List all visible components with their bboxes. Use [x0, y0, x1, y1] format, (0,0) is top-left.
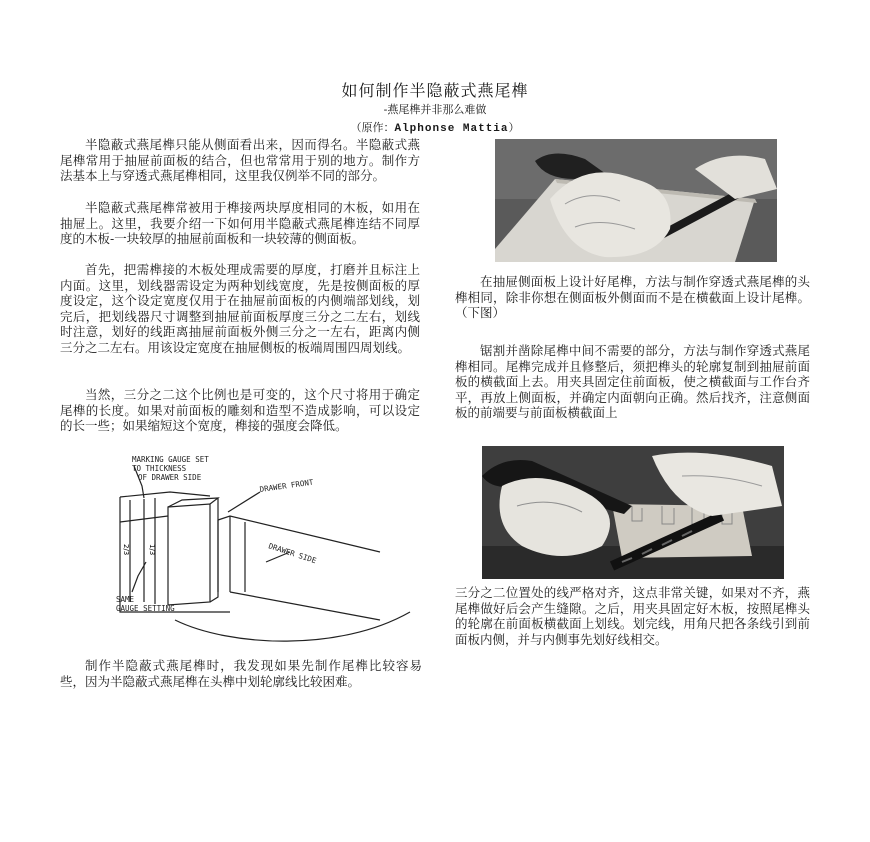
diagram-label-marking-gauge-2: TO THICKNESS — [132, 464, 187, 473]
drawer-joint-diagram — [110, 452, 430, 652]
diagram-label-same-gauge-2: GAUGE SETTING — [116, 604, 175, 613]
diagram-fraction-a: 2/3 — [122, 544, 130, 556]
diagram-label-marking-gauge-3: OF DRAWER SIDE — [138, 473, 202, 482]
left-paragraph-4: 当然，三分之二这个比例也是可变的，这个尺寸将用于确定尾榫的长度。如果对前面板的雕刻和造型不造成影响，可以设定的长一些；如果缩短这个宽度，榫接的强度会降低。 — [60, 387, 420, 434]
photo-transfer-tails — [482, 446, 784, 579]
diagram-label-same-gauge-1: SAME — [116, 595, 135, 604]
byline-suffix: ） — [508, 121, 520, 134]
left-paragraph-5: 制作半隐蔽式燕尾榫时，我发现如果先制作尾榫比较容易些，因为半隐蔽式燕尾榫在头榫中划轮廓线比较困难。 — [60, 658, 422, 689]
left-paragraph-2: 半隐蔽式燕尾榫常被用于榫接两块厚度相同的木板，如用在抽屉上。这里，我要介绍一下如何用半隐蔽式燕尾榫连结不同厚度的木板-一块较厚的抽屉前面板和一块较薄的侧面板。 — [60, 200, 420, 247]
right-paragraph-2: 三分之二位置处的线严格对齐，这点非常关键，如果对不齐，燕尾榫做好后会产生缝隙。之后，用夹具固定好木板，按照尾榫头的轮廓在前面板横截面上划线。划完线，用角尺把各条线引到前面板内侧，并与内侧事先划好线相交。 — [455, 585, 810, 647]
photo-caption-1: 在抽屉侧面板上设计好尾榫，方法与制作穿透式燕尾榫的头榫相同，除非你想在侧面板外侧面而不是在横截面上设计尾榫。（下图） — [455, 274, 810, 321]
diagram-label-marking-gauge-1: MARKING GAUGE SET — [132, 455, 209, 464]
article-byline — [0, 119, 870, 135]
left-paragraph-1: 半隐蔽式燕尾榫只能从侧面看出来，因而得名。半隐蔽式燕尾榫常用于抽屉前面板的结合，但也常常用于别的地方。制作方法基本上与穿透式燕尾榫相同，这里我仅例举不同的部分。 — [60, 137, 420, 184]
photo-marking-tails — [495, 139, 777, 262]
article-subtitle: -燕尾榫并非那么难做 — [383, 103, 487, 116]
diagram-label-drawer-front: DRAWER FRONT — [259, 477, 314, 494]
right-paragraph-1: 锯割并凿除尾榫中间不需要的部分，方法与制作穿透式燕尾榫相同。尾榫完成并且修整后，须把榫头的轮廓复制到抽屉前面板的横截面上去。用夹具固定住前面板，使之横截面与工作台齐平，再放上侧面板，并确定内面朝向正确。然后找齐，注意侧面板的前端要与前面板横截面上 — [455, 343, 810, 421]
diagram-fraction-b: 1/3 — [148, 544, 156, 556]
byline-prefix: （原作： — [350, 121, 395, 134]
left-paragraph-3: 首先，把需榫接的木板处理成需要的厚度，打磨并且标注上内面。这里，划线器需设定为两种划线宽度，先是按侧面板的厚度设定，这个设定宽度仅用于在抽屉前面板的内侧端部划线，划完后，把划线器尺寸调整到抽屉前面板厚度三分之二左右，划线时注意，划好的线距离抽屉前面板外侧三分之一左右，距离内侧三分之二左右。用该设定宽度在抽屉侧板的板端周围四周划线。 — [60, 262, 420, 355]
diagram-label-drawer-side: DRAWER SIDE — [267, 541, 318, 566]
byline-author: Alphonse Mattia — [394, 123, 509, 135]
article-title: 如何制作半隐蔽式燕尾榫 — [341, 81, 529, 100]
